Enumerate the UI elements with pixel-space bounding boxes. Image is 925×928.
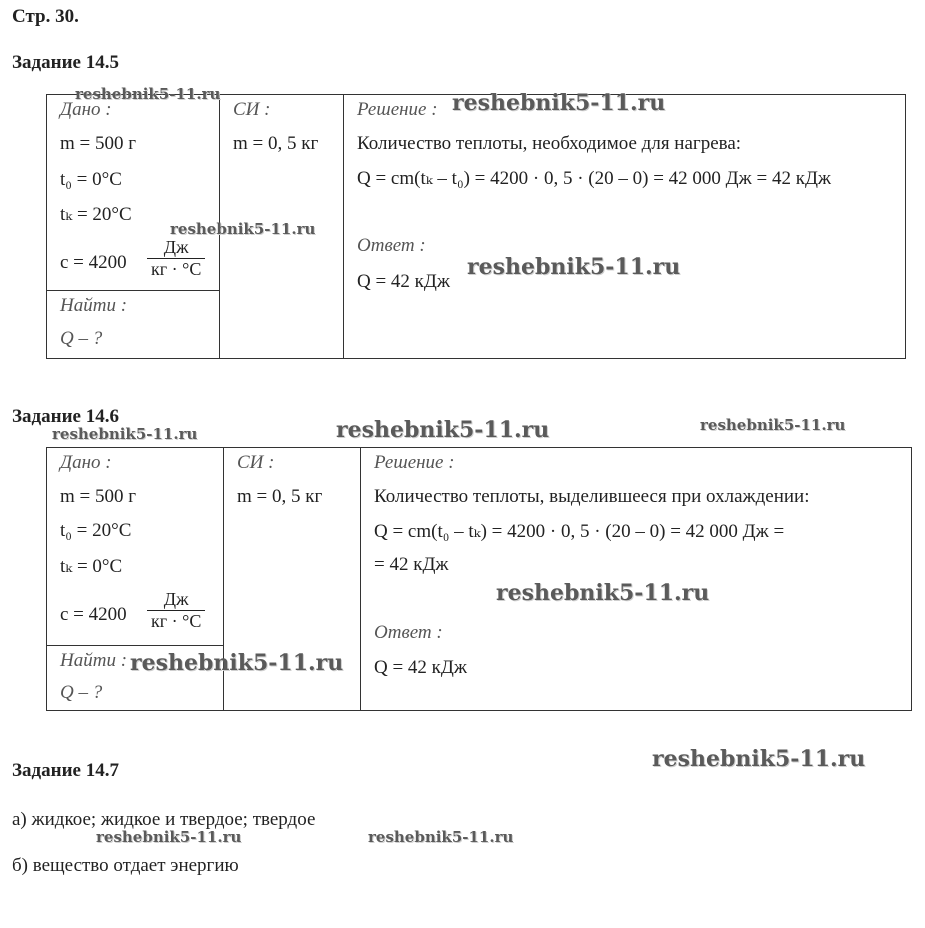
unit-fraction [147, 589, 205, 632]
given-final-temp: tₖ = 0°C [60, 556, 123, 577]
watermark: reshebnik5-11.ru [336, 417, 550, 443]
si-label: СИ [237, 452, 264, 473]
given-specific-heat: c = 4200 [60, 252, 127, 273]
page-header: Стр. 30. [12, 6, 79, 27]
watermark: reshebnik5-11.ru [130, 650, 344, 676]
watermark: reshebnik5-11.ru [368, 828, 514, 846]
watermark: reshebnik5-11.ru [496, 580, 710, 606]
unit-numerator: Дж [163, 237, 189, 257]
unit-numerator: Дж [163, 589, 189, 609]
watermark: reshebnik5-11.ru [700, 416, 846, 434]
solution-cell [344, 95, 906, 359]
find-cell [47, 291, 220, 359]
given-initial-temp: t₀ = 0°C [60, 169, 122, 190]
given-specific-heat: c = 4200 [60, 604, 127, 625]
solution-label: Решение [374, 452, 444, 473]
colon: : [120, 295, 128, 316]
solution-cell [361, 448, 912, 711]
si-mass: m = 0, 5 кг [233, 133, 319, 154]
watermark: reshebnik5-11.ru [170, 220, 316, 238]
find-quantity: Q – ? [60, 328, 103, 349]
answer-label: Ответ [357, 235, 415, 256]
given-final-temp: tₖ = 20°C [60, 204, 132, 225]
unit-fraction [147, 237, 205, 280]
given-cell [47, 95, 220, 291]
si-mass: m = 0, 5 кг [237, 486, 323, 507]
watermark: reshebnik5-11.ru [96, 828, 242, 846]
solution-formula-line1: Q = cm(t₀ – tₖ) = 4200 · 0, 5 · (20 – 0) = 42 000 Дж = [374, 521, 785, 542]
task-14-7-title: Задание 14.7 [12, 760, 119, 781]
watermark: reshebnik5-11.ru [452, 90, 666, 116]
solution-text: Количество теплоты, выделившееся при охлаждении: [374, 486, 810, 507]
solution-formula-line2: = 42 кДж [374, 554, 449, 575]
solution-label: Решение [357, 99, 427, 120]
task-14-6-title: Задание 14.6 [12, 406, 119, 427]
given-mass: m = 500 г [60, 486, 137, 507]
solution-text: Количество теплоты, необходимое для нагрева: [357, 133, 742, 154]
colon: : [436, 622, 443, 643]
answer-value: Q = 42 кДж [374, 657, 468, 678]
colon: : [419, 235, 426, 256]
answer-a: а) жидкое; жидкое и твердое; твердое [12, 809, 316, 830]
solution-formula: Q = cm(tₖ – t₀) = 4200 · 0, 5 · (20 – 0) = 42 000 Дж = 42 кДж [357, 168, 832, 189]
colon: : [431, 99, 438, 120]
find-label: Найти [60, 650, 116, 671]
given-mass: m = 500 г [60, 133, 137, 154]
answer-b: б) вещество отдает энергию [12, 855, 239, 876]
colon: : [264, 99, 271, 120]
colon: : [105, 452, 112, 473]
given-initial-temp: t₀ = 20°C [60, 520, 132, 541]
watermark: reshebnik5-11.ru [467, 254, 681, 280]
task-14-5-title: Задание 14.5 [12, 52, 119, 73]
watermark: reshebnik5-11.ru [75, 85, 221, 103]
si-label: СИ [233, 99, 260, 120]
answer-value: Q = 42 кДж [357, 271, 451, 292]
find-label: Найти [60, 295, 116, 316]
watermark: reshebnik5-11.ru [652, 746, 866, 772]
unit-denominator: кг · °C [151, 259, 202, 279]
given-label: Дано [60, 99, 101, 120]
colon: : [105, 99, 112, 120]
find-quantity: Q – ? [60, 682, 103, 703]
colon: : [268, 452, 275, 473]
watermark: reshebnik5-11.ru [52, 425, 198, 443]
given-label: Дано [60, 452, 101, 473]
colon: : [448, 452, 455, 473]
given-cell [47, 448, 224, 646]
colon: : [120, 650, 128, 671]
answer-label: Ответ [374, 622, 432, 643]
unit-denominator: кг · °C [151, 611, 202, 631]
